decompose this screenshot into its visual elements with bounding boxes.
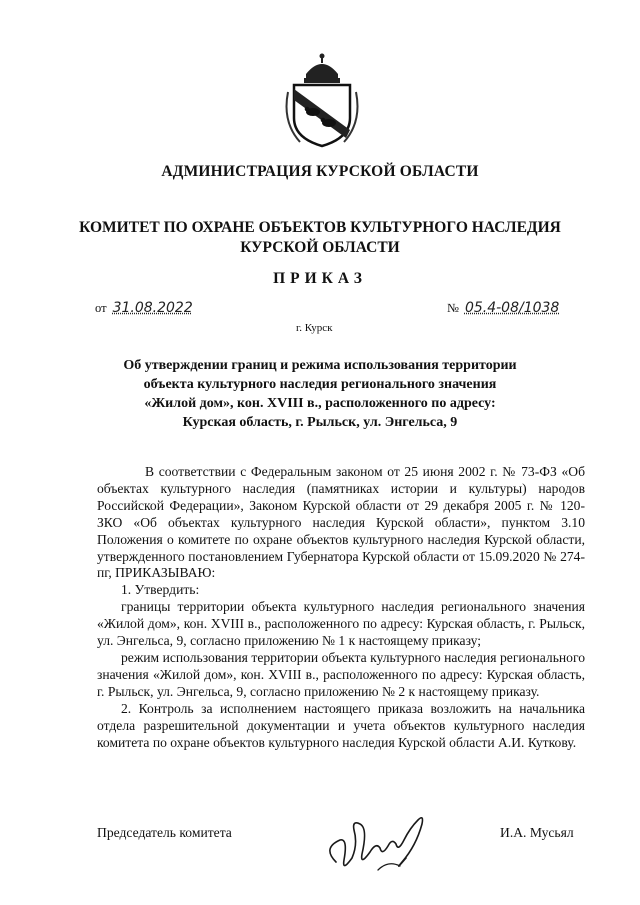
coat-of-arms-emblem bbox=[280, 52, 364, 148]
document-number bbox=[447, 300, 559, 316]
signatory-title: Председатель комитета bbox=[97, 825, 232, 840]
committee-title bbox=[0, 218, 640, 258]
handwritten-signature bbox=[318, 800, 438, 880]
date-prefix: от bbox=[95, 301, 107, 315]
item-1: 1. Утвердить: bbox=[121, 582, 200, 598]
date-value: 31.08.2022 bbox=[112, 300, 193, 316]
preamble-paragraph: В соответствии с Федеральным законом от 25 июня 2002 г. № 73-ФЗ «Об объектах культурного наследия (памятниках истории и культуры) народов Российской Федерации», Законом Курской области от 29 декабря 2005 г. № 120-ЗКО «Об объектах культурного наследия Курской области», пунктом 3.10 Положения о комитете по охране объектов культурного наследия Курской области, утвержденного постановлением Губернатора Курской области от 15.09.2020 № 274-пг, ПРИКАЗЫВАЮ: bbox=[97, 464, 585, 581]
city-label: г. Курск bbox=[296, 322, 333, 334]
item-2: 2. Контроль за исполнением настоящего приказа возложить на начальника отдела разрешительной документации и учета объектов культурного наследия комитета по охране объектов культурного наследия Курской области А.И. Куткову. bbox=[97, 700, 585, 750]
order-heading bbox=[0, 356, 640, 432]
document-date bbox=[95, 300, 193, 316]
signatory-name: И.А. Мусьял bbox=[500, 825, 574, 840]
item-1-usage-regime: режим использования территории объекта культурного наследия регионального значения «Жилой дом», кон. XVIII в., расположенного по адресу: Курская область, г. Рыльск, ул. Энгельса, 9, согласно приложению № 2 к настоящему приказу. bbox=[97, 649, 585, 699]
heading-line: Курская область, г. Рыльск, ул. Энгельса, 9 bbox=[182, 415, 458, 430]
crown-icon bbox=[304, 54, 340, 84]
heading-line: Об утверждении границ и режима использования территории bbox=[123, 358, 517, 373]
document-type: ПРИКАЗ bbox=[273, 270, 367, 287]
order-body bbox=[97, 464, 585, 751]
organization-title: АДМИНИСТРАЦИЯ КУРСКОЙ ОБЛАСТИ bbox=[161, 163, 479, 180]
item-1-boundaries: границы территории объекта культурного наследия регионального значения «Жилой дом», кон. XVIII в., расположенного по адресу: Курская область, г. Рыльск, ул. Энгельса, 9, согласно приложению № 1 к настоящему приказу; bbox=[97, 599, 585, 649]
number-value: 05.4-08/1038 bbox=[464, 300, 560, 316]
heading-line: объекта культурного наследия регионального значения bbox=[143, 377, 497, 392]
committee-title-line2: КУРСКОЙ ОБЛАСТИ bbox=[240, 239, 400, 256]
number-prefix: № bbox=[447, 301, 459, 315]
committee-title-line1: КОМИТЕТ ПО ОХРАНЕ ОБЪЕКТОВ КУЛЬТУРНОГО НАСЛЕДИЯ bbox=[79, 219, 561, 236]
heading-line: «Жилой дом», кон. XVIII в., расположенного по адресу: bbox=[144, 396, 496, 411]
